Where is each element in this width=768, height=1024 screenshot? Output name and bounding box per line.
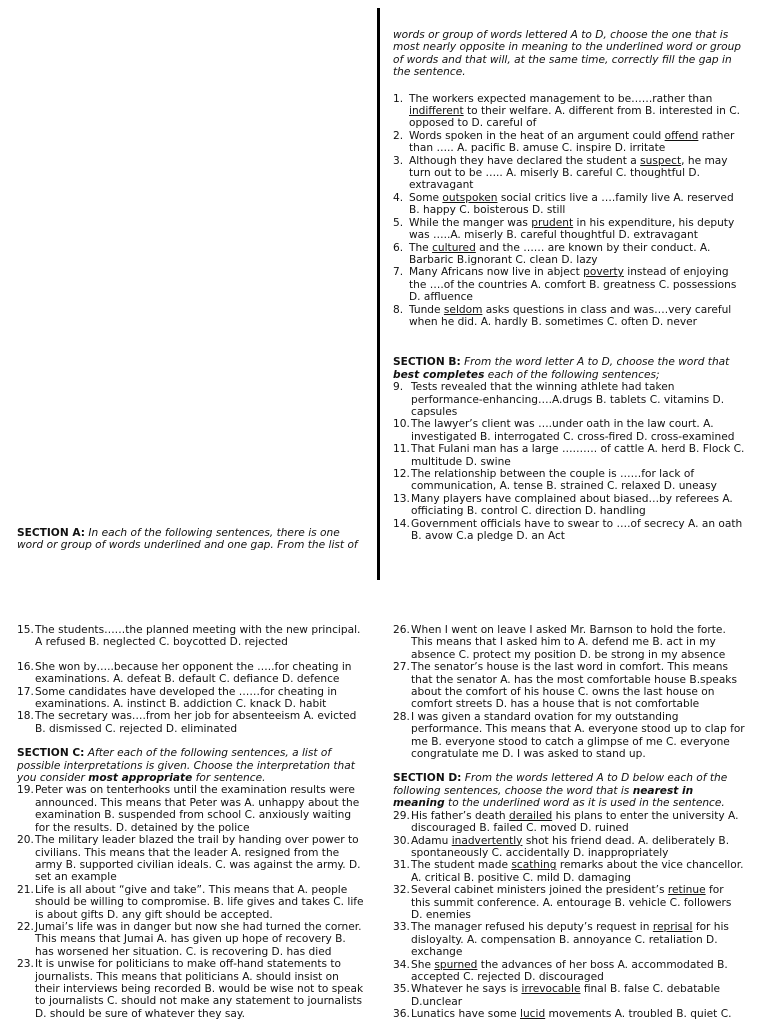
underlined-word: poverty (583, 266, 624, 279)
question-item (393, 983, 745, 1008)
question-text-pre: Words spoken in the heat of an argument could (409, 129, 665, 142)
question-text-pre: Some (409, 191, 443, 204)
question-text: The students……the planned meeting with the new principal. A refused B. neglected C. boycotted D. rejected (35, 624, 361, 649)
question-text-pre: While the manger was (409, 216, 532, 229)
section-d-text2: to the underlined word as it is used in the sentence. (444, 797, 725, 810)
question-item (393, 959, 745, 984)
question-text: I was given a standard ovation for my outstanding performance. This means that A. everyone stood up to clap for me B. everyone stood to catch a glimpse of me C. everyone congratulate me D. I was asked to stand up. (411, 710, 745, 761)
question-text-post: remarks about the vice chancellor. A. critical B. positive C. mild D. damaging (411, 859, 744, 884)
question-number: 28. (393, 710, 410, 723)
section-a-heading: SECTION A: (17, 527, 86, 539)
question-text (409, 192, 745, 217)
section-c-question-list-cont (393, 624, 745, 760)
question-text-post: to their welfare. A. different from B. interested in C. opposed to D. careful of (409, 105, 741, 130)
underlined-word: outspoken (442, 191, 498, 204)
question-text (409, 242, 745, 267)
question-number: 36. (393, 1008, 410, 1021)
question-text-pre: The student made (411, 859, 512, 872)
question-text: When I went on leave I asked Mr. Barnson to hold the forte. This means that I asked him to A. defend me B. act in my absence C. protect my position D. be strong in my absence (411, 624, 726, 661)
section-c-bold: most appropriate (88, 772, 193, 785)
question-text (409, 155, 745, 192)
question-item (17, 784, 365, 834)
question-text: The military leader blazed the trail by handing over power to civilians. This means that the leader A. resigned from the army B. supported civilian ideals. C. was against the army. D. set an example (35, 834, 361, 884)
question-item (393, 381, 745, 418)
question-item (393, 266, 745, 303)
underlined-word: reprisal (652, 921, 693, 934)
question-number: 7. (393, 266, 404, 279)
section-c-text1: After each of the following sentences, a list of possible interpretations is given. Choose the interpretation that you consider (17, 747, 355, 785)
question-number: 1. (393, 92, 404, 105)
question-text: The lawyer’s client was ….under oath in the law court. A. investigated B. interrogated C. cross-fired D. cross-examined (411, 418, 735, 443)
question-text (411, 983, 745, 1008)
question-number: 19. (17, 784, 34, 797)
question-number: 9. (393, 381, 410, 394)
section-d-heading: SECTION D: (393, 772, 462, 785)
underlined-word: cultured (432, 241, 476, 254)
question-item (393, 192, 745, 217)
question-text-pre: The manager refused his deputy’s request in (411, 921, 653, 934)
question-item (393, 661, 745, 711)
section-b-question-list (393, 381, 745, 542)
question-number: 12. (393, 468, 410, 480)
question-item (393, 624, 745, 661)
question-item (393, 418, 745, 443)
question-item (393, 493, 745, 518)
question-text (411, 1008, 745, 1020)
question-item (17, 624, 365, 649)
question-number: 13. (393, 492, 410, 505)
question-text (411, 810, 745, 835)
section-a-line2: word or group of words underlined and one gap. From the list of (17, 539, 358, 552)
section-d-text1: From the words lettered A to D below each of the following sentences, choose the word that is (393, 772, 728, 797)
question-text: That Fulani man has a large ………. of cattle A. herd B. Flock C. multitude D. swine (411, 443, 745, 468)
question-number: 29. (393, 809, 410, 822)
section-d-bold: nearest in meaning (393, 784, 694, 810)
question-text: Government officials have to swear to ….of secrecy A. an oath B. avow C.a pledge D. an Act (411, 517, 743, 543)
question-item (393, 304, 745, 329)
question-text (411, 921, 745, 958)
question-item (393, 835, 745, 860)
question-item (393, 1008, 745, 1020)
question-item (393, 468, 745, 493)
question-text-post: his plans to enter the university A. discouraged B. failed C. moved D. ruined (411, 809, 739, 835)
section-a-text (17, 527, 367, 539)
section-d-heading-block (393, 772, 745, 809)
question-number: 35. (393, 983, 410, 996)
question-text-post: asks questions in class and was….very careful when he did. A. hardly B. sometimes C. often D. never (409, 303, 732, 328)
question-text: She won by…..because her opponent the …..for cheating in examinations. A. defeat B. default C. defiance D. defence (35, 660, 352, 686)
underlined-word: lucid (520, 1008, 546, 1021)
underlined-word: scathing (511, 859, 557, 872)
question-number: 22. (17, 920, 34, 933)
section-c-text2: for sentence. (192, 772, 266, 785)
question-text-post: shot his friend dead. A. deliberately B. spontaneously C. accidentally D. inappropriately (411, 834, 730, 859)
question-text (411, 835, 745, 860)
question-number: 14. (393, 517, 410, 530)
question-number: 2. (393, 129, 404, 142)
section-d-question-list (393, 810, 745, 1021)
question-number: 3. (393, 154, 404, 167)
question-number: 11. (393, 443, 410, 456)
section-b-question-list-cont (17, 624, 365, 649)
column-divider (377, 8, 380, 580)
question-item (17, 958, 365, 1020)
question-text: The secretary was….from her job for absenteeism A. evicted B. dismissed C. rejected D. eliminated (35, 710, 357, 735)
section-a-line1: In each of the following sentences, there is one (88, 527, 340, 539)
question-text-post: social critics live a ….family live A. reserved B. happy C. boisterous D. still (409, 191, 734, 217)
section-b-text1: From the word letter A to D, choose the word that (464, 356, 730, 369)
top-right-column (393, 29, 745, 542)
underlined-word: prudent (531, 216, 574, 229)
question-number: 34. (393, 958, 410, 971)
question-text-post: movements A. troubled B. quiet C. (545, 1008, 732, 1021)
question-item (393, 155, 745, 192)
section-a-question-list (393, 93, 745, 329)
section-b-bold: best completes (393, 368, 485, 381)
question-number: 20. (17, 834, 34, 847)
question-text-pre: Whatever he says is (411, 983, 522, 996)
question-item (393, 443, 745, 468)
question-number: 17. (17, 685, 34, 698)
question-text: Peter was on tenterhooks until the examination results were announced. This means that Peter was A. unhappy about the examination B. suspended from school C. anxiously waiting for the results. D. detained by the police (35, 784, 360, 834)
underlined-word: retinue (667, 884, 706, 897)
section-a (17, 527, 367, 552)
question-text-post: the advances of her boss A. accommodated B. accepted C. rejected D. discouraged (411, 958, 728, 983)
question-number: 8. (393, 303, 404, 316)
question-number: 33. (393, 921, 410, 934)
question-item (17, 884, 365, 921)
question-number: 30. (393, 834, 410, 847)
question-text: Life is all about “give and take”. This means that A. people should be willing to compromise. B. life gives and takes C. life is about gifts D. any gift should be accepted. (35, 883, 364, 921)
question-text-pre: Although they have declared the student a (409, 154, 641, 167)
question-item (17, 710, 365, 735)
underlined-word: offend (664, 129, 699, 142)
question-text (409, 266, 745, 303)
underlined-word: derailed (508, 809, 553, 822)
question-number: 16. (17, 660, 34, 673)
question-item (393, 217, 745, 242)
question-item (393, 130, 745, 155)
question-number: 32. (393, 884, 410, 897)
question-text (411, 959, 745, 984)
question-text-post: and the …… are known by their conduct. A. Barbaric B.ignorant C. clean D. lazy (409, 241, 711, 266)
question-item (17, 686, 365, 711)
section-c-question-list (17, 784, 365, 1020)
underlined-word: inadvertently (451, 834, 523, 847)
question-text-pre: His father’s death (411, 809, 509, 822)
question-text (409, 217, 745, 242)
question-number: 26. (393, 624, 410, 636)
question-text: The relationship between the couple is ……for lack of communication, A. tense B. strained C. relaxed D. uneasy (411, 468, 717, 493)
question-text: Tests revealed that the winning athlete had taken performance-enhancing….A.drugs B. tablets C. vitamins D. capsules (411, 381, 725, 418)
question-item (393, 859, 745, 884)
question-text (411, 884, 745, 921)
question-number: 5. (393, 216, 404, 229)
question-item (393, 921, 745, 958)
question-item (393, 810, 745, 835)
question-text-pre: She (411, 958, 435, 971)
question-text (409, 130, 745, 155)
question-text-pre: Several cabinet ministers joined the president’s (411, 884, 668, 897)
question-number: 23. (17, 958, 34, 971)
question-text-pre: Adamu (411, 834, 452, 847)
question-text-pre: Many Africans now live in abject (409, 266, 584, 279)
question-number: 31. (393, 859, 410, 872)
question-text-post: rather than ….. A. pacific B. amuse C. inspire D. irritate (409, 129, 735, 155)
question-number: 18. (17, 710, 34, 723)
question-text (409, 304, 745, 329)
section-a-instructions: words or group of words lettered A to D, choose the one that is most nearly opposite in meaning to the underlined word or group of words and that will, at the same time, correctly fill the gap in the sentence. (393, 29, 742, 79)
underlined-word: irrevocable (521, 983, 581, 996)
question-text-pre: The workers expected management to be……rather than (409, 92, 713, 105)
underlined-word: indifferent (409, 105, 464, 118)
section-b-heading-block (393, 356, 745, 381)
question-item (393, 518, 745, 543)
question-text (409, 93, 745, 130)
question-item (17, 661, 365, 686)
question-item (393, 711, 745, 761)
question-text: The senator’s house is the last word in comfort. This means that the senator A. has the most comfortable house B.speaks about the comfort of his house C. owns the last house on comfort streets D. has a house that is not comfortable (411, 661, 737, 711)
question-text: Jumai’s life was in danger but now she had turned the corner. This means that Jumai A. has given up hope of recovery B. has worsened her situation. C. is recovering D. has died (35, 920, 362, 958)
underlined-word: spurned (434, 958, 478, 971)
question-text-pre: The (409, 241, 433, 254)
question-text-pre: Lunatics have some (411, 1008, 521, 1021)
question-text-post: for his disloyalty. A. compensation B. annoyance C. retaliation D. exchange (411, 921, 729, 959)
section-c-heading-block (17, 747, 365, 784)
section-b-text2: each of the following sentences; (484, 368, 660, 381)
question-number: 15. (17, 624, 34, 636)
question-text-pre: Tunde (409, 303, 444, 316)
question-number: 10. (393, 418, 410, 431)
section-c-heading: SECTION C: (17, 747, 85, 760)
question-number: 4. (393, 191, 404, 204)
underlined-word: seldom (443, 303, 483, 316)
question-number: 6. (393, 241, 404, 254)
bottom-left-column (17, 624, 365, 1020)
question-text: It is unwise for politicians to make off-hand statements to journalists. This means that politicians A. should insist on their interviews being recorded B. would be wise not to speak to journalists C. should not make any statement to journalists D. should be sure of whatever they say. (35, 958, 364, 1020)
section-b-heading: SECTION B: (393, 356, 461, 369)
underlined-word: suspect (640, 154, 682, 167)
question-text-post: in his expenditure, his deputy was …..A. miserly B. careful thoughtful D. extravagant (409, 216, 735, 242)
bottom-right-column (393, 624, 745, 1021)
question-text: Some candidates have developed the ……for cheating in examinations. A. instinct B. addiction C. knack D. habit (35, 685, 338, 711)
section-b-question-list-cont2 (17, 661, 365, 735)
question-text: Many players have complained about biased…by referees A. officiating B. control C. direction D. handling (411, 492, 733, 518)
question-item (393, 884, 745, 921)
question-number: 27. (393, 661, 410, 674)
question-text (411, 859, 745, 884)
question-text-post: , he may turn out to be ….. A. miserly B. careful C. thoughtful D. extravagant (409, 154, 728, 192)
question-text-post: for this summit conference. A. entourage B. vehicle C. followers D. enemies (411, 884, 732, 921)
question-item (393, 93, 745, 130)
question-item (393, 242, 745, 267)
question-text-post: final B. false C. debatable D.unclear (411, 983, 721, 1008)
question-item (17, 921, 365, 958)
question-number: 21. (17, 883, 34, 896)
question-item (17, 834, 365, 884)
question-text-post: instead of enjoying the ….of the countries A. comfort B. greatness C. possessions D. affluence (409, 266, 737, 304)
